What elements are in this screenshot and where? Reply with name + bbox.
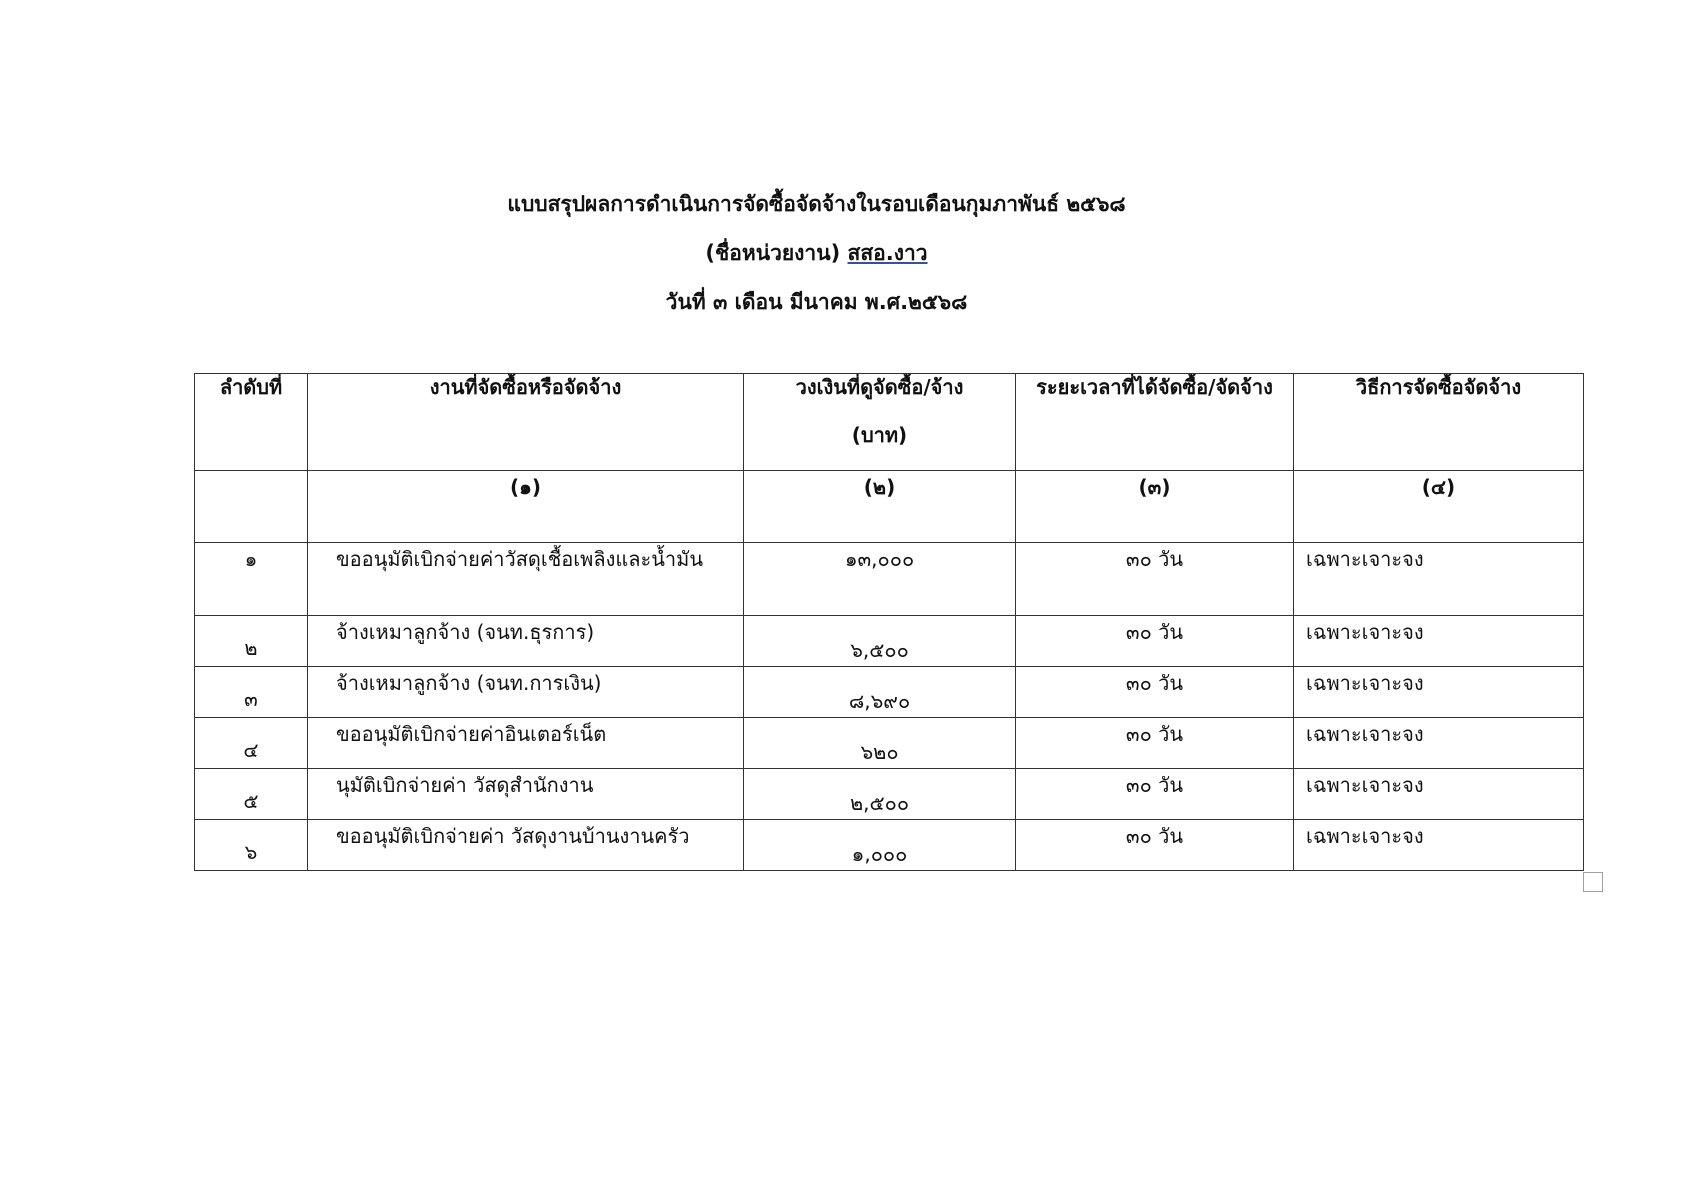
cell-period: ๓๐ วัน [1016, 543, 1294, 616]
cell-method: เฉพาะเจาะจง [1294, 543, 1584, 616]
unit-line [0, 239, 1633, 267]
table-resize-handle[interactable] [1583, 872, 1603, 892]
header-method: วิธีการจัดซื้อจัดจ้าง [1294, 374, 1584, 471]
cell-task: ขออนุมัติเบิกจ่ายค่า วัสดุงานบ้านงานครัว [308, 820, 744, 871]
cell-amount: ๒,๕๐๐ [744, 769, 1016, 820]
date-line: วันที่ ๓ เดือน มีนาคม พ.ศ.๒๕๖๘ [665, 290, 968, 314]
table-row [195, 616, 1584, 667]
document-title: แบบสรุปผลการดำเนินการจัดซื้อจัดจ้างในรอบเดือนกุมภาพันธ์ ๒๕๖๘ [507, 192, 1126, 216]
column-number-amount: (๒) [744, 471, 1016, 543]
column-number-method: (๔) [1294, 471, 1584, 543]
header-task: งานที่จัดซื้อหรือจัดจ้าง [308, 374, 744, 471]
unit-label: (ชื่อหน่วยงาน) [705, 241, 841, 265]
cell-task: จ้างเหมาลูกจ้าง (จนท.ธุรการ) [308, 616, 744, 667]
cell-amount: ๖,๕๐๐ [744, 616, 1016, 667]
cell-amount: ๖๒๐ [744, 718, 1016, 769]
table-header-row [195, 374, 1584, 471]
cell-amount: ๘,๖๙๐ [744, 667, 1016, 718]
cell-task: จ้างเหมาลูกจ้าง (จนท.การเงิน) [308, 667, 744, 718]
procurement-summary-table [194, 373, 1584, 871]
cell-period: ๓๐ วัน [1016, 820, 1294, 871]
cell-seq: ๒ [195, 616, 308, 667]
cell-period: ๓๐ วัน [1016, 616, 1294, 667]
column-number-seq [195, 471, 308, 543]
cell-seq: ๕ [195, 769, 308, 820]
table-row [195, 820, 1584, 871]
header-period: ระยะเวลาที่ได้จัดซื้อ/จัดจ้าง [1016, 374, 1294, 471]
cell-method: เฉพาะเจาะจง [1294, 820, 1584, 871]
column-number-task: (๑) [308, 471, 744, 543]
cell-method: เฉพาะเจาะจง [1294, 616, 1584, 667]
cell-seq: ๑ [195, 543, 308, 616]
cell-amount: ๑๓,๐๐๐ [744, 543, 1016, 616]
unit-name: สสอ.งาว [847, 241, 928, 265]
cell-method: เฉพาะเจาะจง [1294, 769, 1584, 820]
cell-period: ๓๐ วัน [1016, 667, 1294, 718]
cell-method: เฉพาะเจาะจง [1294, 667, 1584, 718]
table-row [195, 667, 1584, 718]
column-number-row [195, 471, 1584, 543]
header-seq: ลำดับที่ [195, 374, 308, 471]
header-amount: วงเงินที่ดูจัดซื้อ/จ้าง (บาท) [744, 374, 1016, 471]
cell-task: ขออนุมัติเบิกจ่ายค่าวัสดุเชื้อเพลิงและน้ำมัน [308, 543, 744, 616]
table-row [195, 718, 1584, 769]
cell-period: ๓๐ วัน [1016, 718, 1294, 769]
cell-seq: ๖ [195, 820, 308, 871]
table-row [195, 769, 1584, 820]
cell-seq: ๔ [195, 718, 308, 769]
cell-period: ๓๐ วัน [1016, 769, 1294, 820]
cell-method: เฉพาะเจาะจง [1294, 718, 1584, 769]
cell-amount: ๑,๐๐๐ [744, 820, 1016, 871]
cell-task: นุมัติเบิกจ่ายค่า วัสดุสำนักงาน [308, 769, 744, 820]
cell-seq: ๓ [195, 667, 308, 718]
cell-task: ขออนุมัติเบิกจ่ายค่าอินเตอร์เน็ต [308, 718, 744, 769]
column-number-period: (๓) [1016, 471, 1294, 543]
table-row [195, 543, 1584, 616]
